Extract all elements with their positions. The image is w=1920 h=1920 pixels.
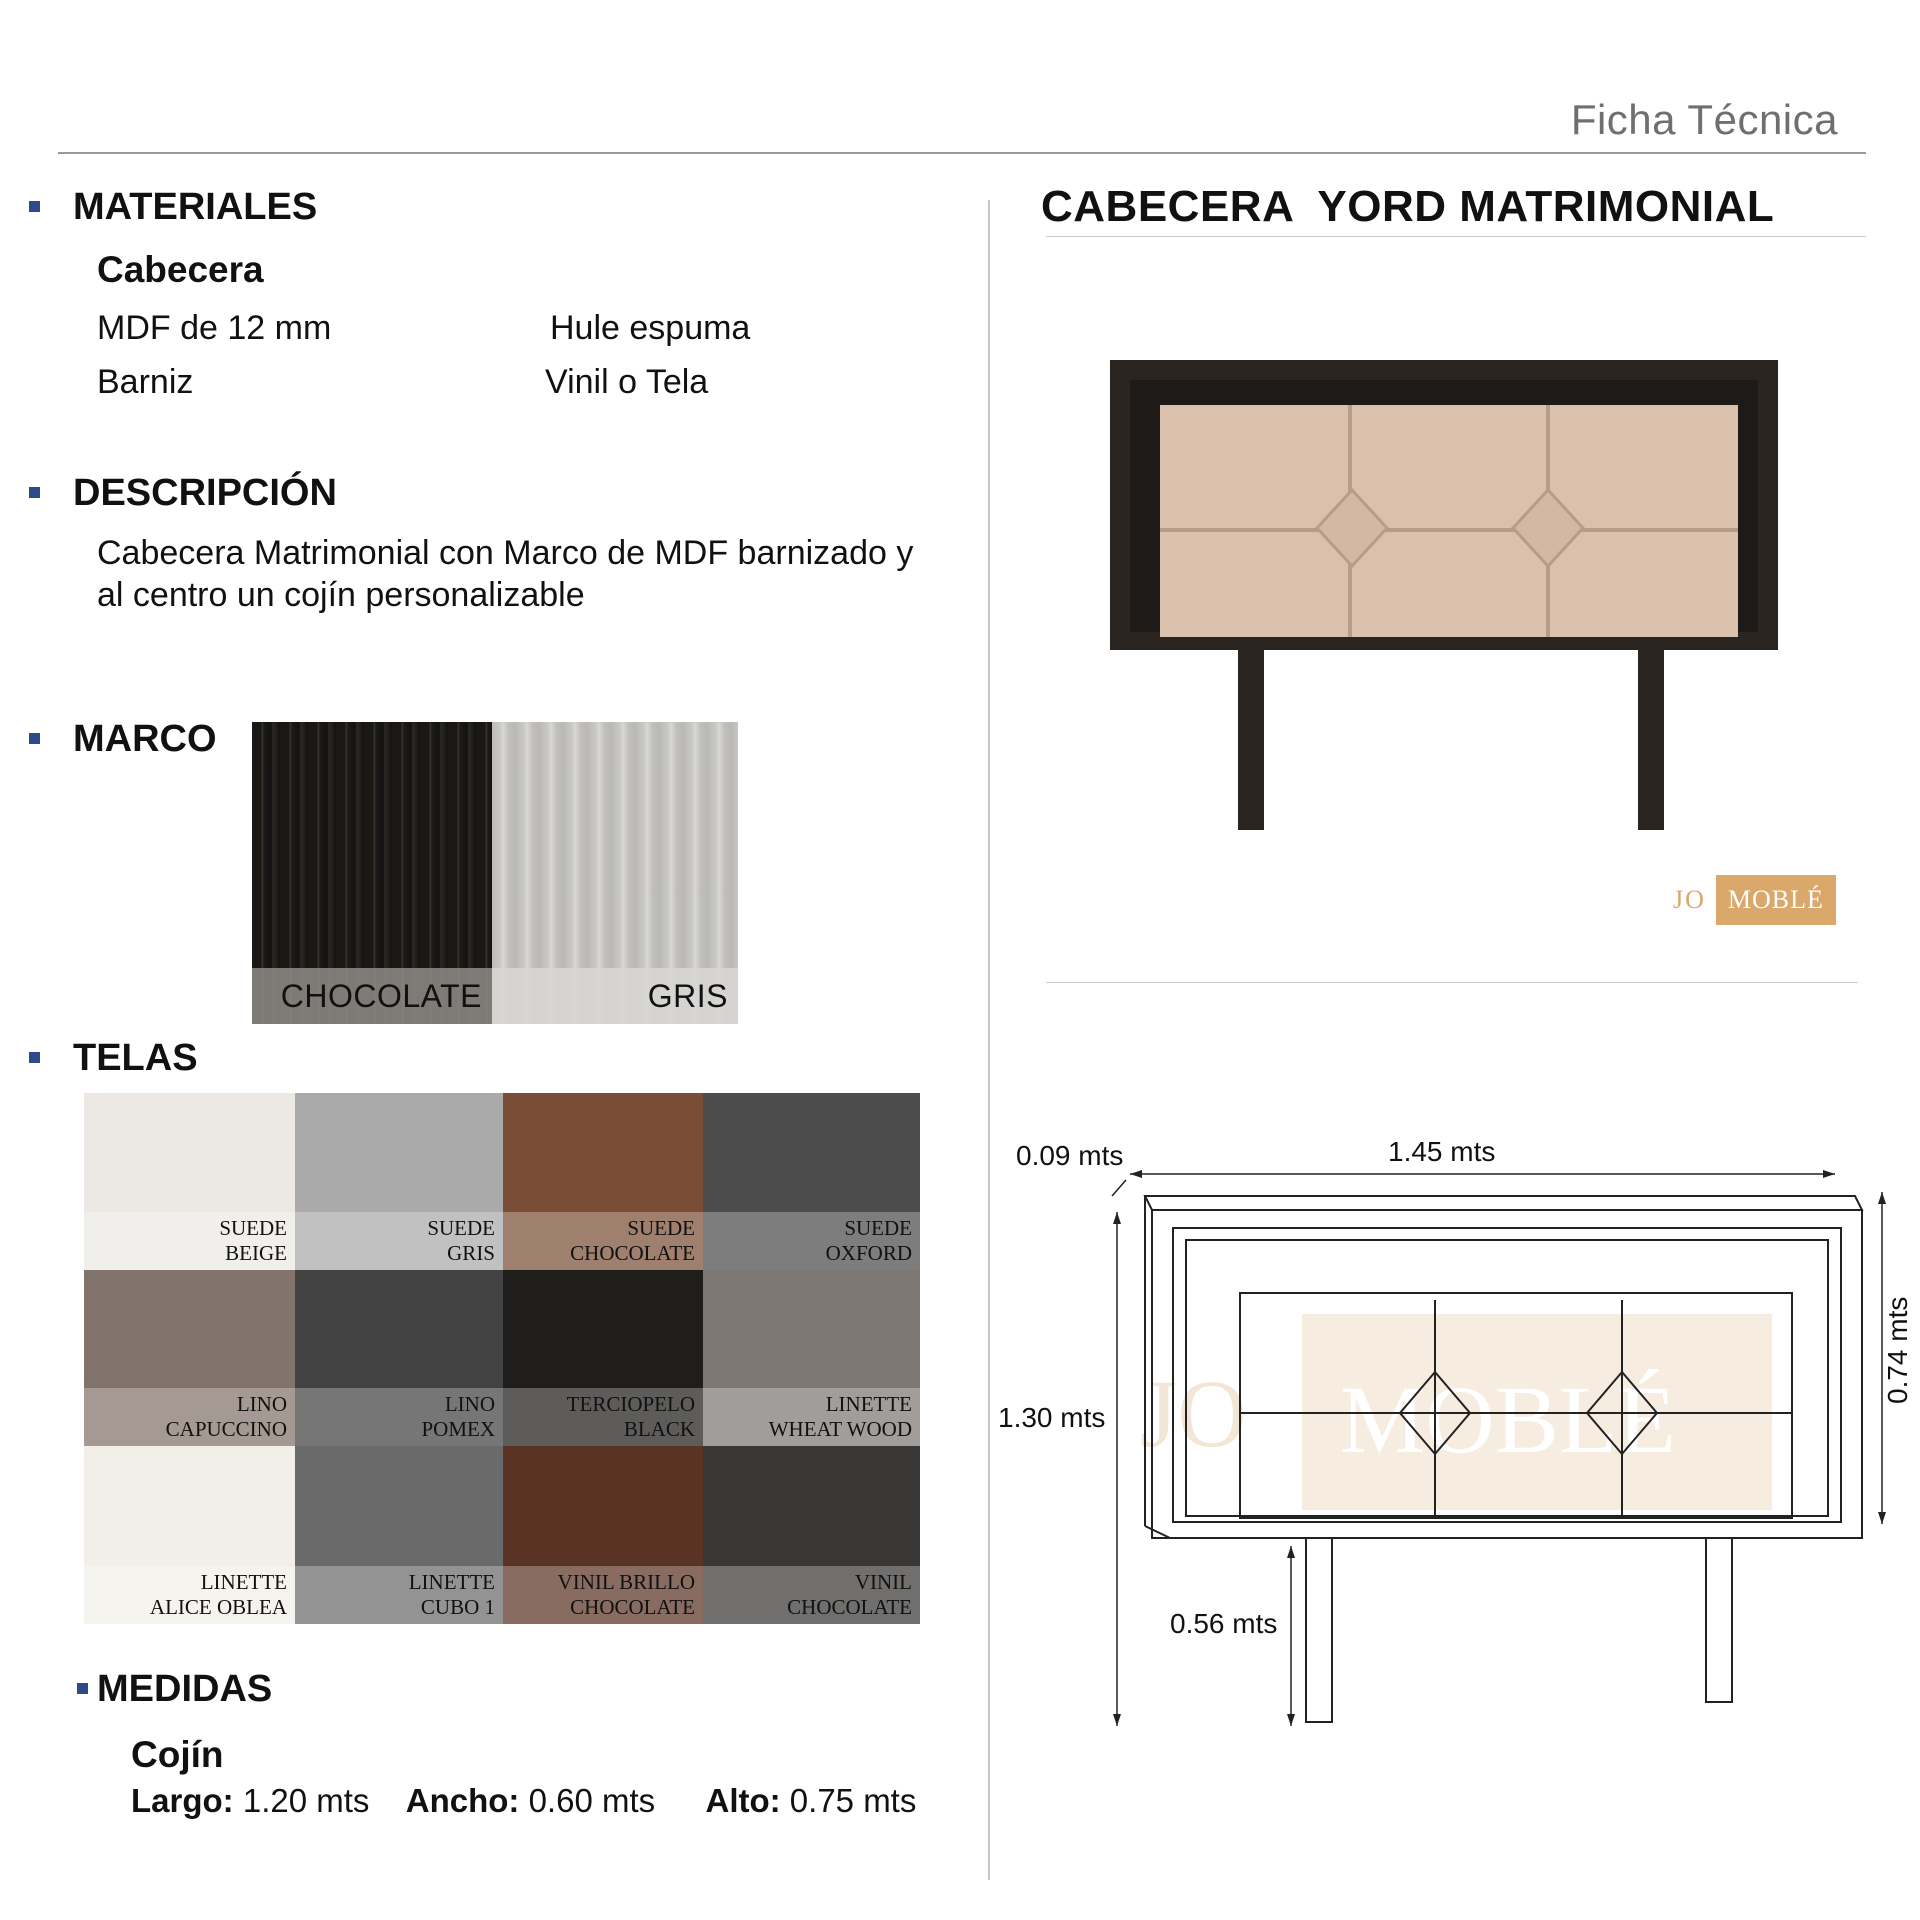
- tela-name-line1: LINO: [444, 1392, 495, 1416]
- medidas-values: [131, 1782, 916, 1820]
- total-height-label: 1.30 mts: [998, 1402, 1106, 1433]
- material-item: MDF de 12 mm: [97, 309, 332, 347]
- bullet-icon: [77, 1683, 88, 1694]
- watermark-jo: JO: [1140, 1360, 1247, 1467]
- tela-name-line2: CAPUCCINO: [165, 1417, 287, 1441]
- panel-height-label: 0.74 mts: [1882, 1296, 1913, 1404]
- depth-label: 0.09 mts: [1016, 1140, 1124, 1171]
- technical-drawing: [1000, 1100, 1920, 1740]
- tela-name-line2: BLACK: [623, 1417, 695, 1441]
- headboard-cushion: [1160, 405, 1738, 637]
- marco-swatch-label: GRIS: [492, 968, 738, 1024]
- product-photo: [1030, 340, 1870, 920]
- materiales-subheading: Cabecera: [97, 249, 264, 290]
- largo-value: 1.20 mts: [242, 1782, 370, 1819]
- tela-name-line2: WHEAT WOOD: [768, 1417, 912, 1441]
- tela-swatch[interactable]: [703, 1270, 920, 1446]
- descripcion-heading: DESCRIPCIÓN: [73, 472, 337, 514]
- tela-name-line2: CUBO 1: [420, 1595, 495, 1619]
- medidas-subheading: Cojín: [131, 1734, 224, 1775]
- descripcion-line-2: al centro un cojín personalizable: [97, 576, 585, 614]
- telas-swatch-grid: [84, 1093, 920, 1624]
- tela-swatch[interactable]: [295, 1446, 503, 1624]
- document-title: Ficha Técnica: [1570, 96, 1838, 143]
- watermark-moble: MOBLÉ: [1340, 1366, 1676, 1473]
- ancho-value: 0.60 mts: [528, 1782, 656, 1819]
- tela-name-line1: SUEDE: [219, 1216, 287, 1240]
- photo-divider: [1046, 982, 1858, 983]
- tela-name-line2: CHOCOLATE: [570, 1241, 695, 1265]
- tela-swatch[interactable]: [703, 1093, 920, 1270]
- tela-swatch[interactable]: [84, 1093, 295, 1270]
- tela-name-line1: SUEDE: [844, 1216, 912, 1240]
- marco-swatch-gris[interactable]: [492, 722, 738, 1024]
- alto-value: 0.75 mts: [789, 1782, 917, 1819]
- brand-logo: [1673, 872, 1836, 928]
- tela-swatch[interactable]: [84, 1270, 295, 1446]
- tela-name-line1: LINETTE: [825, 1392, 912, 1416]
- brand-part1: JO: [1673, 885, 1706, 914]
- bullet-icon: [29, 201, 40, 212]
- width-label: 1.45 mts: [1388, 1136, 1496, 1167]
- tela-name-line2: POMEX: [421, 1417, 495, 1441]
- tela-name-line2: ALICE OBLEA: [149, 1595, 287, 1619]
- leg-outline: [1706, 1538, 1732, 1702]
- tela-name-line2: OXFORD: [825, 1241, 912, 1265]
- tela-name-line2: BEIGE: [225, 1241, 287, 1265]
- brand-part2: MOBLÉ: [1716, 875, 1836, 925]
- bullet-icon: [29, 1052, 40, 1063]
- tela-name-line1: VINIL: [854, 1570, 912, 1594]
- tela-name-line1: SUEDE: [427, 1216, 495, 1240]
- marco-swatch-label: CHOCOLATE: [252, 968, 492, 1024]
- marco-swatches: [252, 722, 738, 1024]
- tela-swatch[interactable]: [503, 1270, 703, 1446]
- tela-name-line2: CHOCOLATE: [570, 1595, 695, 1619]
- medidas-heading: MEDIDAS: [97, 1668, 273, 1710]
- marco-swatch-chocolate[interactable]: [252, 722, 492, 1024]
- alto-label: Alto:: [705, 1782, 781, 1819]
- tela-swatch[interactable]: [295, 1093, 503, 1270]
- bullet-icon: [29, 487, 40, 498]
- marco-heading: MARCO: [73, 718, 217, 760]
- title-underline: [1046, 236, 1866, 237]
- tela-swatch[interactable]: [503, 1446, 703, 1624]
- tela-name-line1: LINETTE: [408, 1570, 495, 1594]
- column-divider: [988, 200, 990, 1880]
- depth-dimension-line: [1112, 1180, 1126, 1196]
- tela-name-line1: VINIL BRILLO: [557, 1570, 695, 1594]
- material-item: Barniz: [97, 363, 194, 401]
- tela-swatch[interactable]: [84, 1446, 295, 1624]
- tela-swatch[interactable]: [295, 1270, 503, 1446]
- tela-name-line1: LINETTE: [200, 1570, 287, 1594]
- bullet-icon: [29, 733, 40, 744]
- ancho-label: Ancho:: [405, 1782, 520, 1819]
- tela-name-line1: LINO: [236, 1392, 287, 1416]
- product-title: CABECERA YORD MATRIMONIAL: [1041, 182, 1775, 231]
- leg-height-label: 0.56 mts: [1170, 1608, 1278, 1639]
- tela-name-line2: GRIS: [447, 1241, 495, 1265]
- leg-outline: [1306, 1538, 1332, 1722]
- header-divider: [58, 152, 1866, 154]
- tela-swatch[interactable]: [703, 1446, 920, 1624]
- tela-name-line1: TERCIOPELO: [566, 1392, 695, 1416]
- materiales-heading: MATERIALES: [73, 186, 318, 228]
- largo-label: Largo:: [131, 1782, 234, 1819]
- headboard-leg: [1238, 650, 1264, 830]
- material-item: Hule espuma: [550, 309, 751, 347]
- telas-heading: TELAS: [73, 1037, 198, 1079]
- material-item: Vinil o Tela: [545, 363, 709, 401]
- descripcion-line-1: Cabecera Matrimonial con Marco de MDF barnizado y: [97, 534, 914, 572]
- tela-swatch[interactable]: [503, 1093, 703, 1270]
- tela-name-line2: CHOCOLATE: [787, 1595, 912, 1619]
- tela-name-line1: SUEDE: [627, 1216, 695, 1240]
- headboard-leg: [1638, 650, 1664, 830]
